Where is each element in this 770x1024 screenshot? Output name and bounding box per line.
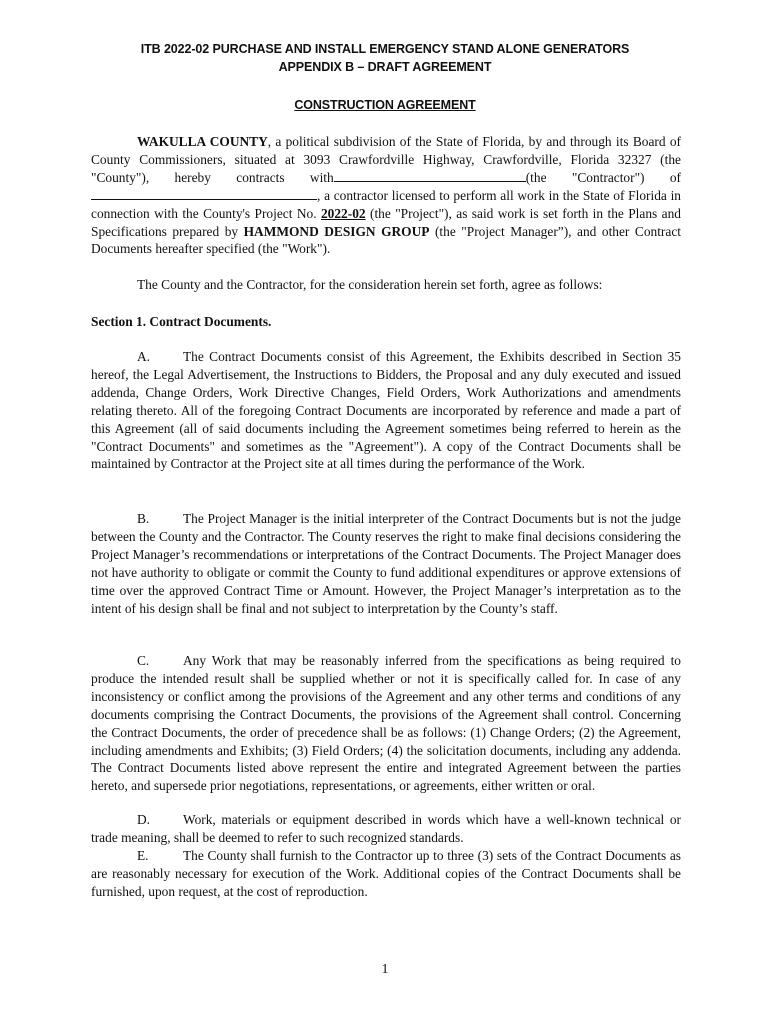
paragraph-label: B. — [137, 511, 150, 526]
paragraph-e: E. The County shall furnish to the Contractor up to three (3) sets of the Contract Documents as are reasonably necessary for execution of the Work. Additional copies of the Contract Documents shall be furnished, upon request, at the cost of reproduction. — [91, 848, 681, 899]
county-name: WAKULLA COUNTY — [137, 134, 268, 149]
contractor-name-blank — [334, 169, 526, 182]
agreement-title: CONSTRUCTION AGREEMENT — [294, 98, 476, 112]
paragraph-b: B. The Project Manager is the initial interpreter of the Contract Documents but is not the judge between the County and the Contractor. The County reserves the right to make final decisions considering the Project Manager’s recommendations or interpretations of the Contract Documents. The Project Manager does not have authority to obligate or commit the County to fund additional expenditures or approve extensions of time over the approved Contract Time or Amount. However, the Project Manager’s interpretation as to the intent of his design shall be final and not subject to interpretation by the County’s staff. — [91, 511, 681, 616]
intro-paragraph: WAKULLA COUNTY, a political subdivision of the State of Florida, by and through its Board of County Commissioners, situated at 3093 Crawfordville Highway, Crawfordville, Florida 32327 (the "County"), hereby contracts with (the "Contractor") of , a contractor licensed to perform all work in the State of Florida in connection with the County's Project No. 2022-02 (the "Project"), as said work is set forth in the Plans and Specifications prepared by HAMMOND DESIGN GROUP (the "Project Manager”), and other Contract Documents hereafter specified (the "Work"). — [91, 134, 682, 257]
paragraph-label: A. — [137, 349, 151, 364]
paragraph-label: D. — [137, 812, 151, 827]
designer-name: HAMMOND DESIGN GROUP — [243, 223, 430, 239]
contractor-location-blank — [91, 187, 317, 200]
itb-title: ITB 2022-02 PURCHASE AND INSTALL EMERGENCY STAND ALONE GENERATORS — [140, 42, 630, 56]
project-number: 2022-02 — [320, 205, 366, 221]
paragraph-a: A. The Contract Documents consist of this Agreement, the Exhibits described in Section 35 hereof, the Legal Advertisement, the Instructions to Bidders, the Proposal and any duly executed and issued addenda, Change Orders, Work Directive Changes, Field Orders, Work Authorizations and amendments relating thereto. All of the foregoing Contract Documents are incorporated by reference and made a part of this Agreement (all of said documents including the Agreement sometimes being referred to herein as the "Contract Documents" and sometimes as the "Agreement"). A copy of the Contract Documents shall be maintained by Contractor at the Project site at all times during the performance of the Work. — [91, 349, 681, 472]
page-number: 1 — [381, 962, 389, 977]
paragraph-label: E. — [137, 848, 149, 863]
paragraph-d: D. Work, materials or equipment described in words which have a well-known technical or trade meaning, shall be deemed to refer to such recognized standards. — [91, 812, 681, 845]
agree-paragraph: The County and the Contractor, for the consideration herein set forth, agree as follows: — [137, 277, 603, 292]
paragraph-c: C. Any Work that may be reasonably inferred from the specifications as being required to produce the intended result shall be supplied whether or not it is specifically called for. In case of any inconsistency or conflict among the provisions of the Agreement and any other terms and conditions of any documents comprising the Contract Documents, the provisions of the Agreement shall control. Concerning the Contract Documents, the order of precedence shall be as follows: (1) Change Orders; (2) the Agreement, including amendments and Exhibits; (3) Field Orders; (4) the solicitation documents, including any addenda. The Contract Documents listed above represent the entire and integrated Agreement between the parties hereto, and supersede prior negotiations, representations, or agreements, either written or oral. — [91, 653, 681, 794]
appendix-title: APPENDIX B – DRAFT AGREEMENT — [278, 60, 492, 74]
paragraph-label: C. — [137, 653, 150, 668]
section-1-heading: Section 1. Contract Documents. — [91, 314, 272, 329]
